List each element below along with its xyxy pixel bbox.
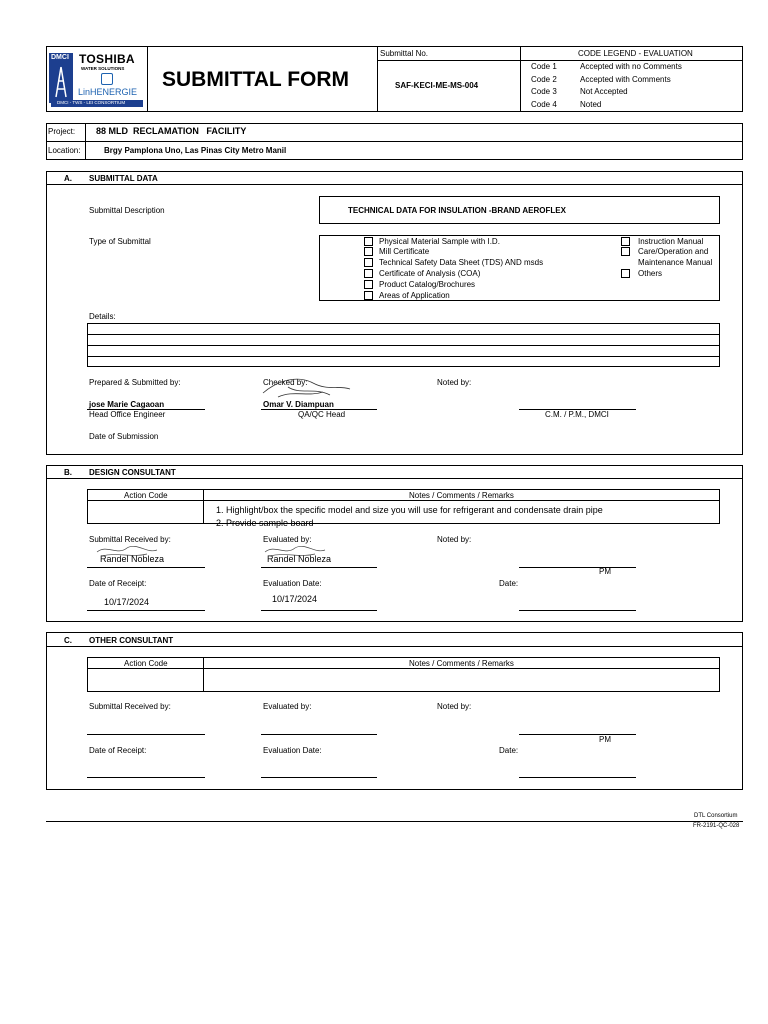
section-a-title: SUBMITTAL DATA <box>89 174 158 183</box>
location-value: Brgy Pamplona Uno, Las Pinas City Metro Manil <box>104 146 287 155</box>
section-c <box>46 632 743 790</box>
section-b-note-1: 1. Highlight/box the specific model and size you will use for refrigerant and condensate drain pipe <box>216 505 603 515</box>
section-c-remarks-table <box>87 657 720 692</box>
checkbox-coa[interactable] <box>364 269 373 278</box>
checkbox-care-operation[interactable] <box>621 247 630 256</box>
submittal-description: TECHNICAL DATA FOR INSULATION -BRAND AEROFLEX <box>348 206 566 215</box>
tower-icon <box>54 65 68 99</box>
dmci-logo-badge: DMCI <box>49 53 73 103</box>
code-legend-title: CODE LEGEND - EVALUATION <box>578 49 693 58</box>
form-title: SUBMITTAL FORM <box>162 68 350 91</box>
linhenergie-icon <box>101 73 113 85</box>
receipt-date: 10/17/2024 <box>104 597 150 607</box>
checkbox-tds-msds[interactable] <box>364 258 373 267</box>
checkbox-physical-sample[interactable] <box>364 237 373 246</box>
section-b-title: DESIGN CONSULTANT <box>89 468 176 477</box>
received-by-name: Randel Nobleza <box>100 554 165 564</box>
project-label: Project: <box>48 127 76 136</box>
checked-by-name: Omar V. Diampuan <box>263 400 334 409</box>
location-label: Location: <box>48 146 81 155</box>
checkbox-instruction-manual[interactable] <box>621 237 630 246</box>
section-b-note-2: 2. Provide sample board <box>216 518 314 528</box>
footer-consortium: DTL Consortium <box>694 813 738 819</box>
project-name: 88 MLD RECLAMATION FACILITY <box>96 126 247 136</box>
prepared-by-name: jose Marie Cagaoan <box>89 400 165 409</box>
evaluation-date: 10/17/2024 <box>272 594 318 604</box>
footer-form-code: FR-2191-QC-028 <box>693 823 740 829</box>
evaluated-by-name: Randel Nobleza <box>267 554 332 564</box>
submittal-no: SAF-KECI-ME-MS-004 <box>395 81 479 90</box>
checkbox-others[interactable] <box>621 269 630 278</box>
checkbox-areas-of-application[interactable] <box>364 291 373 300</box>
code-legend: Code 1 Accepted with no Comments Code 2 Accepted with Comments Code 3 Not Accepted Code 4 Noted <box>531 62 682 109</box>
checkbox-product-catalog[interactable] <box>364 280 373 289</box>
section-c-title: OTHER CONSULTANT <box>89 636 174 645</box>
checkbox-mill-certificate[interactable] <box>364 247 373 256</box>
submittal-no-label: Submittal No. <box>380 49 429 58</box>
company-logo: DMCI TOSHIBA WATER SOLUTIONS LinHENERGIE DMCI - TWS - LEI CONSORTIUM <box>49 50 145 108</box>
